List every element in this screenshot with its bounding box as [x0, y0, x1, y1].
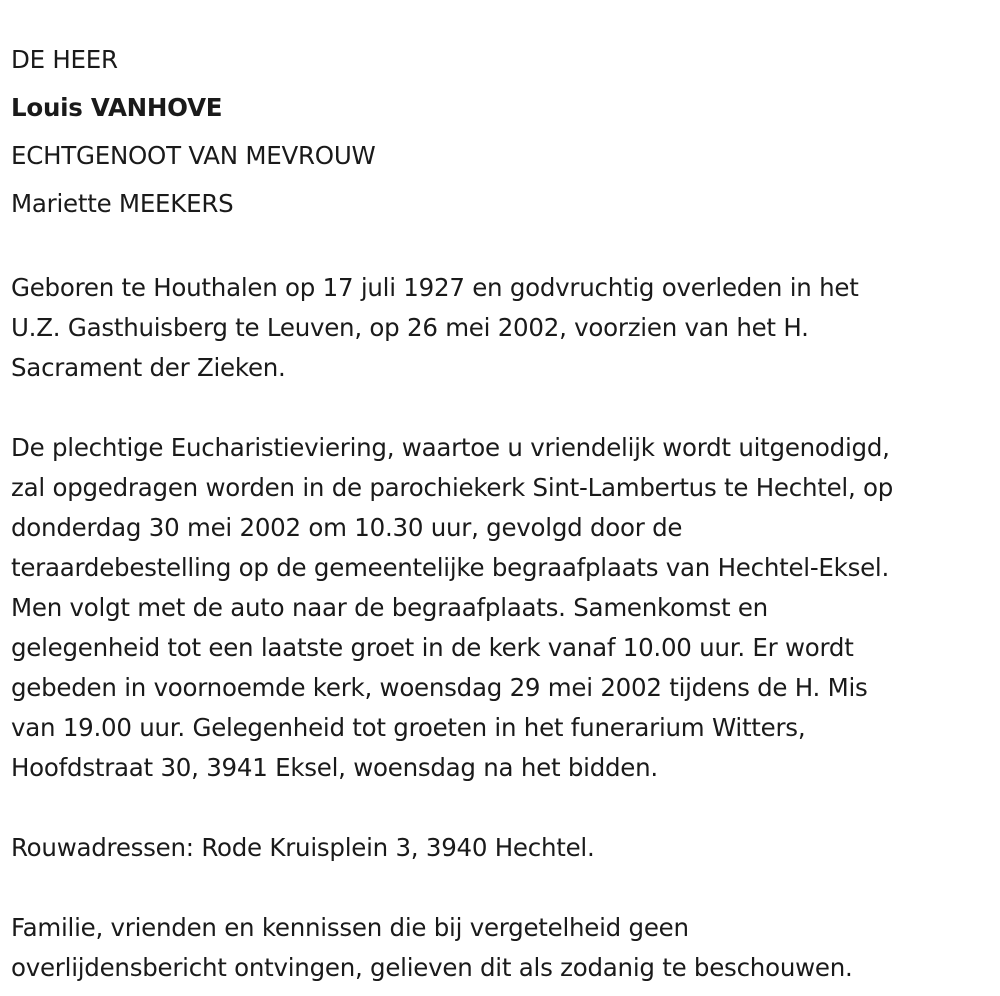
deceased-name: Louis VANHOVE — [11, 93, 223, 122]
death-notice — [11, 36, 996, 988]
family-note-paragraph: Familie, vrienden en kennissen die bij vergetelheid geen overlijdensbericht ontvingen, gelieven dit als zodanig te beschouwen. — [11, 913, 853, 982]
funeral-paragraph: De plechtige Eucharistieviering, waartoe u vriendelijk wordt uitgenodigd, zal opgedragen worden in de parochiekerk Sint-Lambertus te Hechtel, op donderdag 30 mei 2002 om 10.30 uur, gevolgd door de teraardebestelling op de gemeentelijke begraafplaats van Hechtel-Eksel. Men volgt met de auto naar de begraafplaats. Samenkomst en gelegenheid tot een laatste groet in de kerk vanaf 10.00 uur. Er wordt gebeden in voornoemde kerk, woensdag 29 mei 2002 tijdens de H. Mis van 19.00 uur. Gelegenheid tot groeten in het funerarium Witters, Hoofdstraat 30, 3941 Eksel, woensdag na het bidden. — [11, 433, 894, 782]
birth-death-paragraph: Geboren te Houthalen op 17 juli 1927 en godvruchtig overleden in het U.Z. Gasthuisberg te Leuven, op 26 mei 2002, voorzien van het H. Sacrament der Zieken. — [11, 273, 859, 382]
spouse-label: ECHTGENOOT VAN MEVROUW — [11, 141, 376, 170]
spouse-name: Mariette MEEKERS — [11, 189, 234, 218]
honorific-title: DE HEER — [11, 45, 118, 74]
mourning-address: Rouwadressen: Rode Kruisplein 3, 3940 Hechtel. — [11, 833, 595, 862]
